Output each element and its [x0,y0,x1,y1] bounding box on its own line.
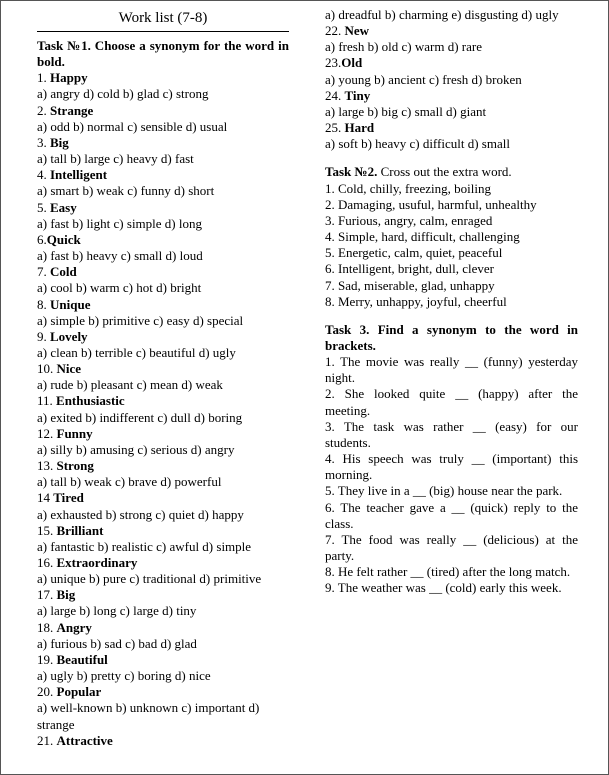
task1-item-word: Enthusiastic [56,393,125,409]
task1-item-word: Hard [344,120,375,136]
task1-item-word-line [37,587,289,603]
task1-item-number: 22. [325,23,342,39]
task1-item-word-line [37,620,289,636]
task1-item-options: a) fresh b) old c) warm d) rare [325,39,483,55]
task1-item-word-line [37,103,289,119]
task1-item-options: a) large b) long c) large d) tiny [37,603,197,619]
task1-item-options: a) angry d) cold b) glad c) strong [37,86,209,102]
task1-heading: Task №1. Choose a synonym for the word in bold. [37,38,289,70]
task1-item-number: 2. [37,102,47,118]
task1-item-number: 21. [37,732,54,748]
task1-item-word-line [37,70,289,86]
task2-heading [325,164,578,180]
task2-heading-text: Cross out the extra word. [380,164,512,180]
task1-item-options: a) fast b) heavy c) small d) loud [37,248,203,264]
task1-item-word-line [325,55,578,71]
task1-item-word: Strange [50,102,94,118]
task1-item-options: a) fast b) light c) simple d) long [37,215,202,231]
task1-item-word: Cold [50,264,77,280]
task1-item-options: a) young b) ancient c) fresh d) broken [325,71,522,87]
task1-item-word-line [37,426,289,442]
title-divider [37,31,289,32]
task2-item: 3. Furious, angry, calm, enraged [325,212,493,228]
task1-item-word: Quick [46,231,81,247]
task1-item-word-line [37,135,289,151]
task1-item-number: 8. [37,296,47,312]
task1-item-number: 17. [37,587,54,603]
task1-item-word: Nice [56,361,82,377]
task1-item-options: a) silly b) amusing c) serious d) angry [37,441,235,457]
task3-item: 3. The task was rather __ (easy) for our students. [325,418,578,450]
task2-list [325,181,578,310]
task1-item-options: a) rude b) pleasant c) mean d) weak [37,377,223,393]
task1-item-number: 18. [37,619,54,635]
task1-list-right [325,7,578,152]
task3-item: 1. The movie was really __ (funny) yesterday night. [325,354,578,386]
task1-item-number: 16. [37,555,54,570]
task1-item-options: a) clean b) terrible c) beautiful d) ugly [37,344,236,360]
task1-item-options: a) furious b) sad c) bad d) glad [37,635,197,651]
task1-item-number: 20. [37,684,54,700]
task1-item-word-line [37,200,289,216]
task1-item-number: 12. [37,425,54,441]
task1-item-word-line [37,684,289,700]
task1-item-word-line [37,329,289,345]
task1-item-number: 3. [37,134,47,150]
task1-item-options: a) exhausted b) strong c) quiet d) happy [37,506,244,522]
task3-item: 4. His speech was truly __ (important) this morning. [325,451,578,483]
task1-item-word-line [37,232,289,248]
task1-item-number: 24. [325,87,342,103]
task1-item-options: a) odd b) normal c) sensible d) usual [37,118,228,134]
task1-item-options: a) cool b) warm c) hot d) bright [37,280,202,296]
task1-item-options: a) tall b) large c) heavy d) fast [37,151,194,167]
task1-item-options: a) ugly b) pretty c) boring d) nice [37,668,211,684]
task1-item-word-line [325,23,578,39]
task1-item-word-line [37,523,289,539]
task1-item-word-line [37,264,289,280]
task1-item-word-line [37,458,289,474]
task1-item-word: Intelligent [50,167,108,183]
task1-item-word-line [325,120,578,136]
task1-item-number: 19. [37,651,54,667]
task1-item-number: 25. [325,120,342,136]
task1-item-word-line [37,361,289,377]
task3-heading: Task 3. Find a synonym to the word in brackets. [325,321,578,353]
task2-item: 1. Cold, chilly, freezing, boiling [325,180,491,196]
task1-item-word: Extraordinary [56,555,138,570]
task1-item-number: 14 [37,490,50,506]
task3-item: 8. He felt rather __ (tired) after the long match. [325,564,571,580]
task1-item-word: Brilliant [56,522,104,538]
task1-item-number: 23. [325,55,342,71]
task1-item-number: 6. [37,231,47,247]
task1-item-word: Strong [56,458,94,474]
task2-item: 2. Damaging, usuful, harmful, unhealthy [325,196,537,212]
task1-item-options: a) dreadful b) charming e) disgusting d) ugly [325,7,559,22]
task3-item: 7. The food was really __ (delicious) at the party. [325,531,578,563]
task1-item-word: Unique [50,296,91,312]
task3-list [325,354,578,596]
task1-item-word: Big [56,587,76,603]
task1-item-options: a) simple b) primitive c) easy d) special [37,312,244,328]
task1-item-word-line [325,88,578,104]
task1-item-number: 13. [37,458,54,474]
task1-item-number: 10. [37,361,54,377]
task3-item: 9. The weather was __ (cold) early this week. [325,580,562,596]
task1-item-word: Funny [56,425,93,441]
task1-item-word: Lovely [50,328,88,344]
task1-item-number: 5. [37,199,47,215]
task2-item: 6. Intelligent, bright, dull, clever [325,261,494,277]
left-column [37,7,289,749]
task1-item-word: Beautiful [56,651,108,667]
task1-list-left [37,70,289,749]
task1-item-options: a) large b) big c) small d) giant [325,103,487,119]
task1-item-number: 7. [37,264,47,280]
task1-item-word-line [37,652,289,668]
task2-item: 8. Merry, unhappy, joyful, cheerful [325,293,507,309]
task1-item-word: Big [50,134,69,150]
task1-item-word: Easy [50,199,77,215]
task1-item-options: a) fantastic b) realistic c) awful d) simple [37,538,252,554]
task1-item-word-line [37,297,289,313]
task1-item-number: 4. [37,167,47,183]
task1-item-word-line [37,490,289,506]
task3-item: 6. The teacher gave a __ (quick) reply to the class. [325,499,578,531]
task2-item: 5. Energetic, calm, quiet, peaceful [325,245,503,261]
task2-item: 7. Sad, miserable, glad, unhappy [325,277,495,293]
task1-item-options: a) soft b) heavy c) difficult d) small [325,136,510,152]
task1-item-word: New [344,23,370,39]
task3-item: 5. They live in a __ (big) house near the park. [325,483,563,499]
task1-item-options: a) well-known b) unknown c) important d) strange [37,700,260,732]
task1-item-options: a) smart b) weak c) funny d) short [37,183,215,199]
task1-item-word: Tiny [344,87,371,103]
task1-item-word: Happy [50,70,88,86]
task2-item: 4. Simple, hard, difficult, challenging [325,229,520,245]
task1-item-word-line [37,555,289,571]
task1-item-word: Angry [56,619,92,635]
task1-item-number: 1. [37,70,47,86]
task1-item-number: 11. [37,393,53,409]
task1-item-options: a) exited b) indifferent c) dull d) boring [37,409,243,425]
task1-item-word: Tired [53,490,84,506]
page-title: Work list (7-8) [118,10,208,26]
task1-item-word-line [37,733,289,749]
task1-item-options: a) unique b) pure c) traditional d) primitive [37,571,262,587]
task1-item-number: 15. [37,522,54,538]
right-column [325,7,578,596]
task3-item: 2. She looked quite __ (happy) after the meeting. [325,386,578,418]
task1-item-word-line [37,393,289,409]
task1-item-word: Old [341,55,363,71]
task1-item-number: 9. [37,328,47,344]
task1-item-word: Popular [56,684,102,700]
task1-item-options: a) tall b) weak c) brave d) powerful [37,474,222,490]
task1-item-word: Attractive [56,732,113,748]
task1-item-word-line [37,167,289,183]
task2-heading-label: Task №2. [325,164,378,180]
